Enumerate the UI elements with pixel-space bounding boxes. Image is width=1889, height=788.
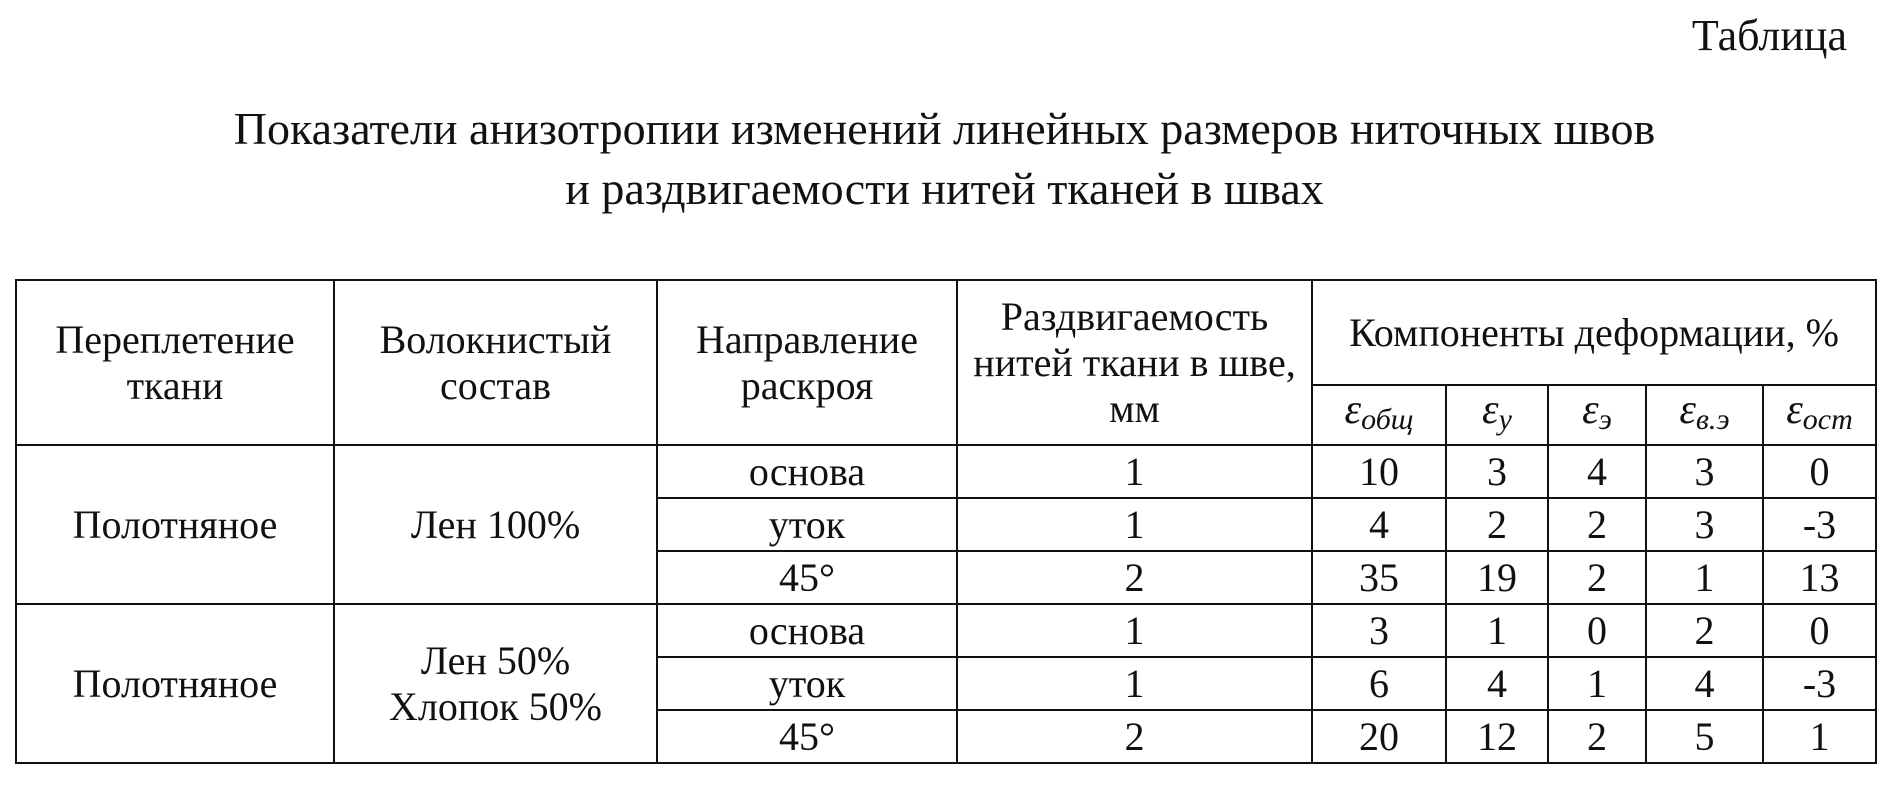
- cell-value: 5: [1646, 710, 1763, 763]
- cell-direction: уток: [657, 657, 957, 710]
- cell-slippage: 1: [957, 604, 1312, 657]
- header-fiber: Волокнистый состав: [334, 280, 657, 445]
- cell-slippage: 1: [957, 498, 1312, 551]
- header-eps-total: $\varepsilon_{общ}$: [1312, 385, 1446, 445]
- cell-weave: Полотняное: [16, 445, 334, 604]
- cell-value: 12: [1446, 710, 1548, 763]
- cell-value: 3: [1312, 604, 1446, 657]
- cell-value: -3: [1763, 657, 1876, 710]
- cell-value: 2: [1548, 498, 1646, 551]
- cell-value: 6: [1312, 657, 1446, 710]
- cell-value: 2: [1548, 710, 1646, 763]
- cell-value: 1: [1646, 551, 1763, 604]
- cell-direction: 45°: [657, 710, 957, 763]
- cell-value: 4: [1312, 498, 1446, 551]
- cell-value: 4: [1446, 657, 1548, 710]
- cell-slippage: 2: [957, 551, 1312, 604]
- cell-value: 2: [1548, 551, 1646, 604]
- cell-slippage: 2: [957, 710, 1312, 763]
- cell-value: 0: [1763, 604, 1876, 657]
- header-direction: Направление раскроя: [657, 280, 957, 445]
- header-weave: Переплетение ткани: [16, 280, 334, 445]
- cell-slippage: 1: [957, 657, 1312, 710]
- table-row: [16, 445, 1876, 498]
- cell-value: 2: [1446, 498, 1548, 551]
- cell-value: 20: [1312, 710, 1446, 763]
- cell-value: 1: [1548, 657, 1646, 710]
- header-eps-e: $\varepsilon_э$: [1548, 385, 1646, 445]
- cell-value: 4: [1548, 445, 1646, 498]
- table-row: [16, 604, 1876, 657]
- data-table: [15, 279, 1877, 764]
- cell-value: 0: [1763, 445, 1876, 498]
- cell-value: 3: [1646, 445, 1763, 498]
- cell-fiber: Лен 100%: [334, 445, 657, 604]
- header-eps-ve: $\varepsilon_{в.э}$: [1646, 385, 1763, 445]
- cell-value: -3: [1763, 498, 1876, 551]
- cell-weave: Полотняное: [16, 604, 334, 763]
- cell-value: 4: [1646, 657, 1763, 710]
- cell-value: 10: [1312, 445, 1446, 498]
- cell-direction: основа: [657, 445, 957, 498]
- table-label: Таблица: [1691, 11, 1847, 60]
- cell-value: 3: [1646, 498, 1763, 551]
- cell-value: 0: [1548, 604, 1646, 657]
- cell-slippage: 1: [957, 445, 1312, 498]
- table-title-line-1: Показатели анизотропии изменений линейных размеров ниточных швов: [233, 103, 1656, 154]
- cell-value: 2: [1646, 604, 1763, 657]
- table-title-line-2: и раздвигаемости нитей тканей в швах: [565, 163, 1324, 214]
- header-slippage: Раздвигаемость нитей ткани в шве, мм: [957, 280, 1312, 445]
- cell-value: 1: [1446, 604, 1548, 657]
- cell-value: 13: [1763, 551, 1876, 604]
- cell-value: 1: [1763, 710, 1876, 763]
- cell-direction: 45°: [657, 551, 957, 604]
- cell-value: 19: [1446, 551, 1548, 604]
- cell-value: 3: [1446, 445, 1548, 498]
- cell-direction: основа: [657, 604, 957, 657]
- header-eps-elastic: $\varepsilon_у$: [1446, 385, 1548, 445]
- header-components: Компоненты деформации, %: [1312, 280, 1876, 385]
- cell-fiber: Лен 50% Хлопок 50%: [334, 604, 657, 763]
- header-eps-residual: $\varepsilon_{ост}$: [1763, 385, 1876, 445]
- cell-direction: уток: [657, 498, 957, 551]
- cell-value: 35: [1312, 551, 1446, 604]
